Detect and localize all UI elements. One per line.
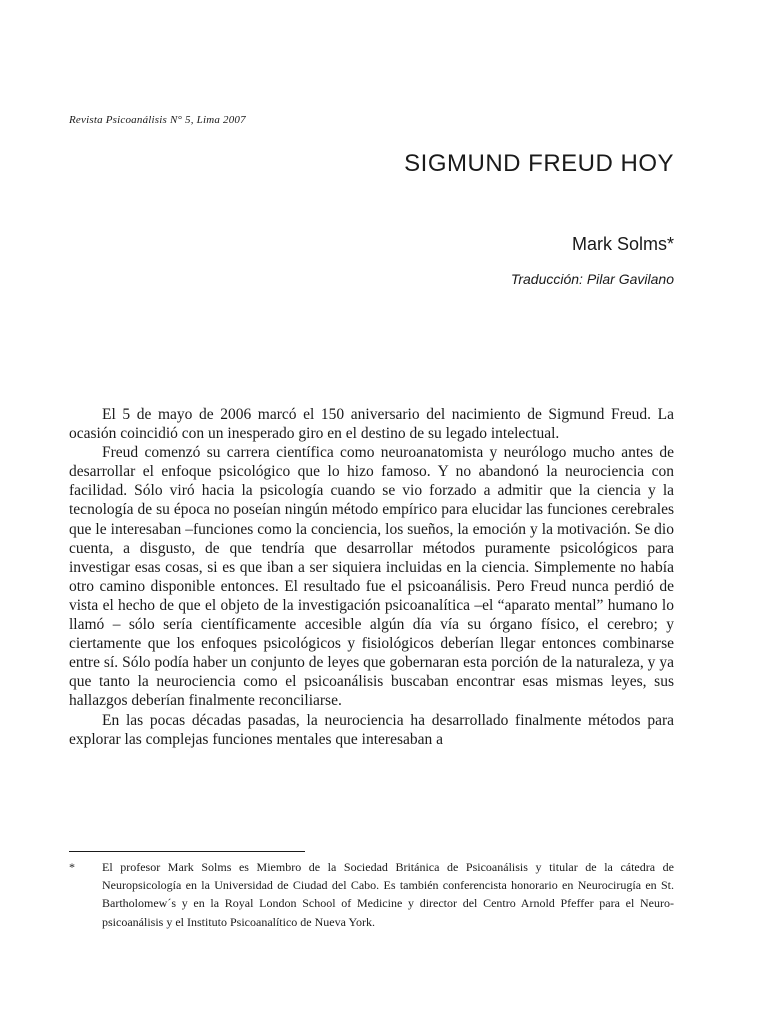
author-name: Mark Solms* — [571, 234, 674, 254]
footnote-text: El profesor Mark Solms es Miembro de la Sociedad Británica de Psicoanálisis y titular de la cátedra de Neuropsicología en la Universidad de Ciudad del Cabo. Es también conferencista honorario en Neurocirugía en St. Bartholomew´s y en la Royal London School of Medicine y director del Centro Arnold Pfeffer para el Neuro-psicoanálisis y el Instituto Psicoanalítico de Nueva York. — [102, 860, 674, 929]
journal-header: Revista Psicoanálisis N° 5, Lima 2007 — [69, 114, 246, 126]
body-paragraph-1: El 5 de mayo de 2006 marcó el 150 aniversario del nacimiento de Sigmund Freud. La ocasión coincidió con un inesperado giro en el destino de su legado intelectual. — [69, 406, 674, 443]
footnote-divider — [69, 851, 305, 852]
translator-credit: Traducción: Pilar Gavilano — [510, 271, 674, 287]
footnote-mark: * — [69, 860, 75, 874]
article-body — [69, 405, 674, 749]
body-paragraph-3: En las pocas décadas pasadas, la neurociencia ha desarrollado finalmente métodos para explorar las complejas funciones mentales que interesaban a — [69, 711, 674, 748]
body-paragraph-2: Freud comenzó su carrera científica como neuroanatomista y neurólogo mucho antes de desarrollar el enfoque psicológico que lo hizo famoso. Y no abandonó la neurociencia con facilidad. Sólo viró hacia la psicología cuando se vio forzado a admitir que la ciencia y la tecnología de su época no poseían ningún método empírico para elucidar las funciones cerebrales que le interesaban –funciones como la conciencia, los sueños, la emoción y la motivación. Se dio cuenta, a disgusto, de que tendría que desarrollar métodos puramente psicológicos para investigar esas cosas, si es que iban a ser siquiera incluidas en la ciencia. Simplemente no había otro camino disponible entonces. El resultado fue el psicoanálisis. Pero Freud nunca perdió de vista el hecho de que el objeto de la investigación psicoanalítica –el “aparato mental” humano lo llamó – sólo sería científicamente accesible algún día vía su órgano físico, el cerebro; y ciertamente que los enfoques psicológicos y fisiológicos deberían llegar entonces combinarse entre sí. Sólo podía haber un conjunto de leyes que gobernaran esta porción de la naturaleza, y ya que tanto la neurociencia como el psicoanálisis buscaban encontrar esas mismas leyes, sus hallazgos deberían finalmente reconciliarse. — [69, 444, 674, 710]
footnote — [69, 858, 674, 931]
article-title: SIGMUND FREUD HOY — [404, 150, 674, 177]
